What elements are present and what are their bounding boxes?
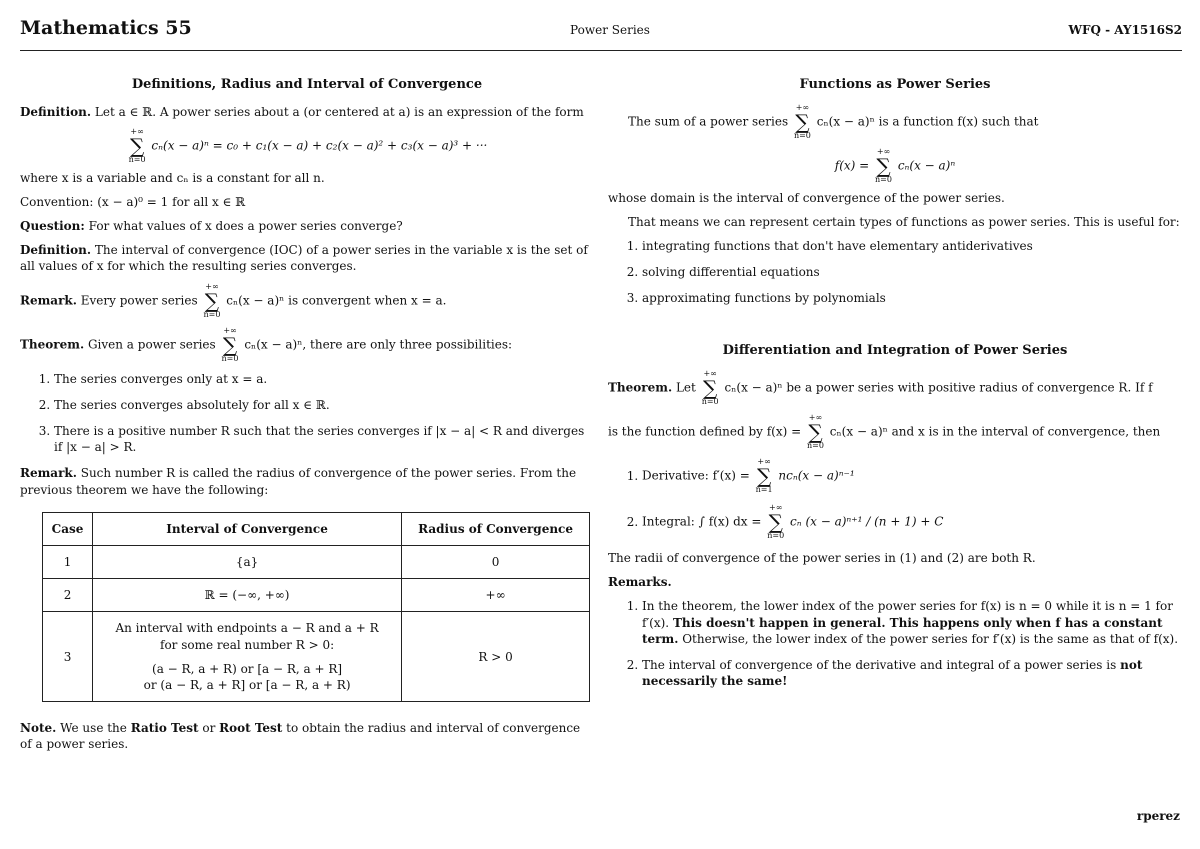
cell-radius: R > 0	[402, 612, 590, 702]
cell-radius: +∞	[402, 579, 590, 612]
list-item: 3. There is a positive number R such that the series converges if |x − a| < R and diverges if |x − a| > R.	[54, 423, 594, 455]
page-header	[20, 14, 1182, 51]
left-column	[20, 72, 594, 760]
useful-text: That means we can represent certain types of functions as power series. This is useful for:	[628, 214, 1180, 229]
cell-interval: {a}	[93, 545, 402, 578]
header-interval: Interval of Convergence	[93, 512, 402, 545]
right-column	[608, 72, 1182, 699]
sum-symbol: +∞ ∑ n=0	[203, 281, 221, 319]
remarks-list	[608, 598, 1182, 689]
list-item: 1. Derivative: f′(x) = +∞ ∑ n=1 ncₙ(x − a)ⁿ⁻¹	[642, 458, 1182, 494]
sum-symbol: +∞ ∑ n=0	[221, 325, 239, 363]
convention: Convention: (x − a)⁰ = 1 for all x ∈ ℝ	[20, 194, 246, 209]
list-item: 2. solving differential equations	[642, 264, 1182, 280]
sum-symbol: +∞ ∑ n=0	[767, 503, 785, 541]
sum-symbol: +∞ ∑ n=0	[793, 102, 811, 140]
list-item: 1. The series converges only at x = a.	[54, 371, 594, 387]
section-title-differentiation: Differentiation and Integration of Power Series	[722, 343, 1068, 359]
cell-case: 1	[43, 545, 93, 578]
definition-after: where x is a variable and cₙ is a constant for all n.	[20, 170, 325, 185]
note: Note. We use the Ratio Test or Root Test to obtain the radius and interval of convergence of a power series.	[20, 721, 581, 752]
sum-symbol: +∞ ∑ n=0	[875, 146, 892, 184]
theorem-line2: is the function defined by f(x) = +∞ ∑ n=0 cₙ(x − a)ⁿ and x is in the interval of convergence, then	[608, 413, 1161, 451]
section-title-definitions: Definitions, Radius and Interval of Convergence	[131, 77, 483, 92]
remark-radius: Remark. Such number R is called the radius of convergence of the power series. From the previous theorem we have the following:	[20, 466, 577, 497]
header-case: Case	[43, 512, 93, 545]
table-header-row	[43, 512, 590, 545]
function-formula: f(x) = +∞ ∑ n=0 cₙ(x − a)ⁿ	[834, 146, 956, 184]
list-item: 2. The series converges absolutely for all x ∈ ℝ.	[54, 397, 594, 413]
question: Question: For what values of x does a power series converge?	[20, 219, 403, 234]
theorem-diff-int: Theorem. Let +∞ ∑ n=0 cₙ(x − a)ⁿ be a power series with positive radius of convergence R. If f	[608, 369, 1153, 407]
sum-symbol: +∞ ∑ n=0	[806, 413, 824, 451]
theorem-possibilities: Theorem. Given a power series +∞ ∑ n=0 cₙ(x − a)ⁿ, there are only three possibilities:	[20, 325, 513, 363]
cell-interval: ℝ = (−∞, +∞)	[93, 579, 402, 612]
possibilities-list	[20, 371, 594, 456]
course-code: WFQ - AY1516S2	[1068, 23, 1182, 37]
cell-radius: 0	[402, 545, 590, 578]
author: rperez	[1136, 809, 1180, 823]
course-title: Mathematics 55	[20, 17, 192, 39]
sum-symbol: +∞ ∑ n=0	[128, 126, 146, 164]
list-item: 3. approximating functions by polynomials	[642, 290, 1182, 306]
table-row	[43, 612, 590, 702]
convergence-table	[42, 512, 590, 702]
definition-ioc: Definition. The interval of convergence (IOC) of a power series in the variable x is the set of all values of x for which the resulting series converges.	[20, 243, 588, 274]
power-series-formula: +∞ ∑ n=0 cₙ(x − a)ⁿ = c₀ + c₁(x − a) + c₂(x − a)² + c₃(x − a)³ + ···	[128, 126, 488, 164]
list-item: 1. integrating functions that don't have elementary antiderivatives	[642, 238, 1182, 254]
topic-title: Power Series	[570, 23, 650, 37]
cell-interval: An interval with endpoints a − R and a + R for some real number R > 0: (a − R, a + R) or [a − R, a + R] or (a − R, a + R] or [a − R, a + R)	[93, 612, 402, 702]
definition-power-series: Definition. Let a ∈ ℝ. A power series about a (or centered at a) is an expression of the form	[20, 104, 584, 119]
section-title-functions: Functions as Power Series	[799, 77, 991, 92]
remark-convergent: Remark. Every power series +∞ ∑ n=0 cₙ(x − a)ⁿ is convergent when x = a.	[20, 281, 447, 319]
radii-text: The radii of convergence of the power series in (1) and (2) are both R.	[608, 551, 1036, 566]
sum-symbol: +∞ ∑ n=1	[755, 457, 773, 495]
list-item: 1. In the theorem, the lower index of the power series for f(x) is n = 0 while it is n = 1 for f′(x). This doesn't happen in general. This happens only when f has a constant term. Otherwise, the lower index of the power series for f′(x) is the same as that of f(x).	[642, 598, 1182, 647]
cell-case: 3	[43, 612, 93, 702]
list-item: 2. Integral: ∫ f(x) dx = +∞ ∑ n=0 cₙ (x − a)ⁿ⁺¹ / (n + 1) + C	[642, 504, 1182, 540]
remarks-label: Remarks.	[608, 575, 672, 590]
header-radius: Radius of Convergence	[402, 512, 590, 545]
table-row	[43, 579, 590, 612]
sum-symbol: +∞ ∑ n=0	[701, 369, 719, 407]
sum-function: The sum of a power series +∞ ∑ n=0 cₙ(x − a)ⁿ is a function f(x) such that	[628, 102, 1039, 140]
cell-case: 2	[43, 579, 93, 612]
domain-text: whose domain is the interval of convergence of the power series.	[608, 190, 1005, 205]
uses-list	[608, 238, 1182, 307]
table-row	[43, 545, 590, 578]
diff-int-list	[608, 458, 1182, 540]
list-item: 2. The interval of convergence of the derivative and integral of a power series is not necessarily the same!	[642, 657, 1182, 689]
